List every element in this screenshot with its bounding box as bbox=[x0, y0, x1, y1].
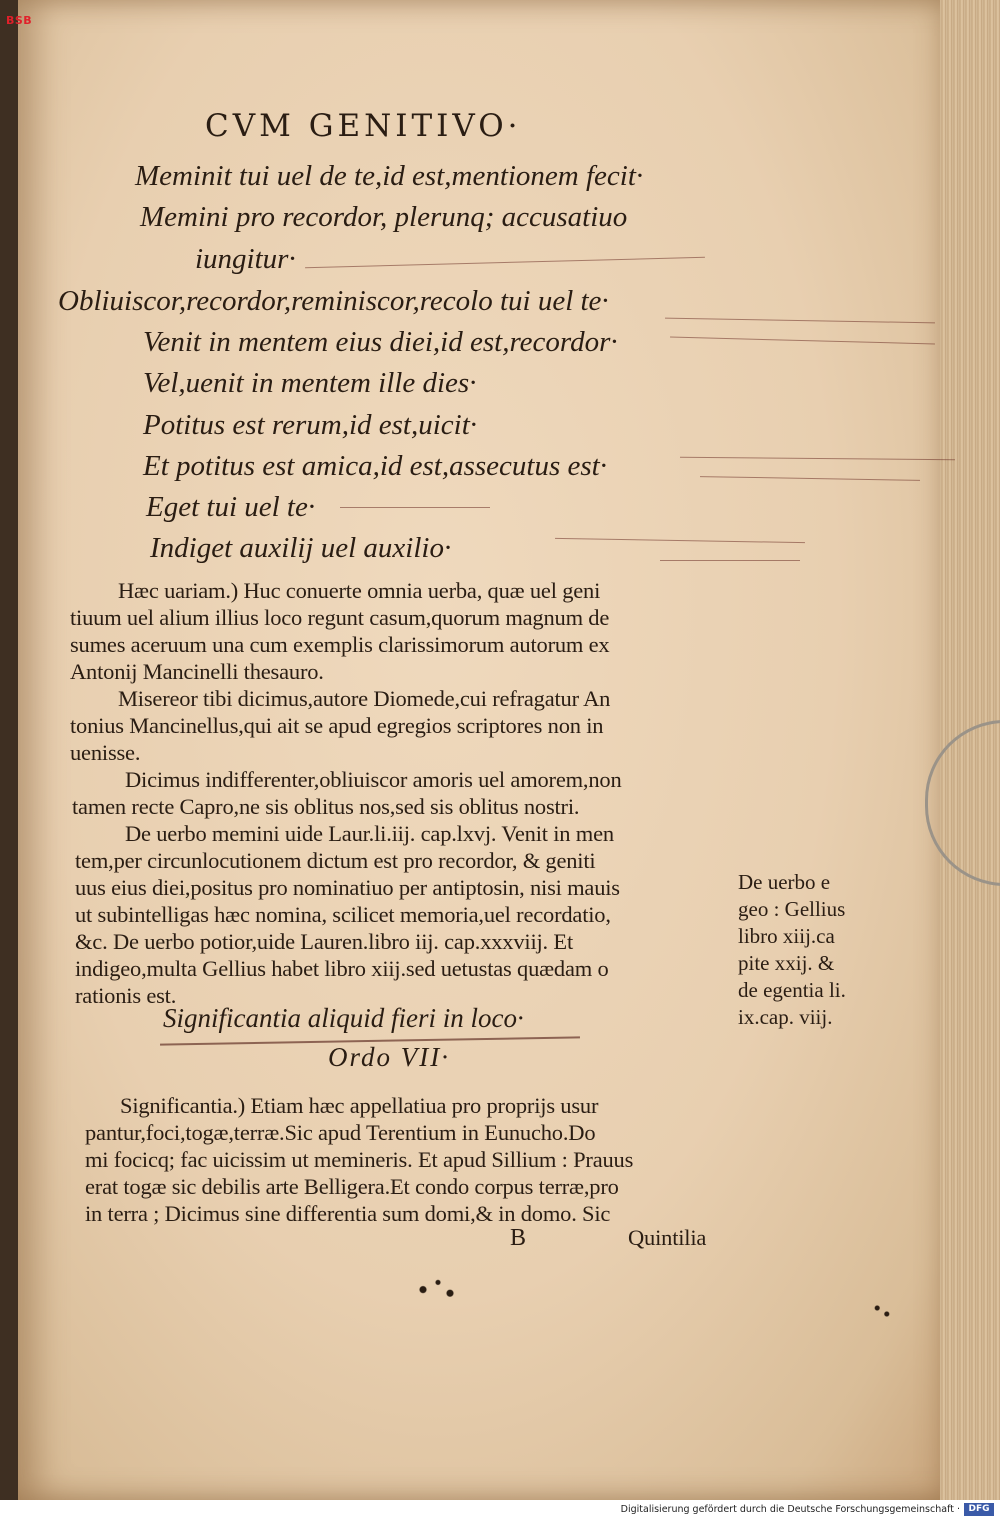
commentary-line: uenisse. bbox=[70, 740, 141, 765]
commentary-line: De uerbo memini uide Laur.li.iij. cap.lxvj. Venit in men bbox=[125, 821, 614, 846]
verse-line: Memini pro recordor, plerunq; accusatiuo bbox=[140, 201, 628, 233]
verse-line: Indiget auxilij uel auxilio· bbox=[150, 532, 452, 564]
signature-mark: B bbox=[510, 1225, 526, 1251]
side-note-line: De uerbo e bbox=[738, 870, 831, 894]
verse-line: Eget tui uel te· bbox=[146, 491, 316, 523]
verse-line: Vel,uenit in mentem ille dies· bbox=[143, 367, 477, 399]
side-note-line: de egentia li. bbox=[738, 978, 846, 1002]
side-note-line: pite xxij. & bbox=[738, 951, 835, 975]
section-line: in terra ; Dicimus sine differentia sum domi,& in domo. Sic bbox=[85, 1201, 611, 1226]
ink-blot bbox=[405, 1268, 465, 1304]
library-mark: BSB bbox=[6, 14, 33, 27]
verse-line: Potitus est rerum,id est,uicit· bbox=[143, 409, 478, 441]
footer-bar bbox=[0, 1500, 1000, 1520]
commentary-line: tamen recte Capro,ne sis oblitus nos,sed sis oblitus nostri. bbox=[72, 794, 580, 819]
section-line: pantur,foci,togæ,terræ.Sic apud Terentium in Eunucho.Do bbox=[85, 1120, 596, 1145]
commentary-line: rationis est. bbox=[75, 983, 177, 1008]
footer-credit: Digitalisierung gefördert durch die Deutsche Forschungsgemeinschaft · bbox=[620, 1504, 960, 1515]
verse-line: Venit in mentem eius diei,id est,recordor· bbox=[143, 326, 618, 358]
page-heading: CVM GENITIVO· bbox=[205, 108, 522, 144]
commentary-line: Hæc uariam.) Huc conuerte omnia uerba, quæ uel geni bbox=[118, 578, 601, 603]
commentary-line: ut subintelligas hæc nomina, scilicet memoria,uel recordatio, bbox=[75, 902, 611, 927]
commentary-line: tem,per circunlocutionem dictum est pro recordor, & geniti bbox=[75, 848, 596, 873]
commentary-line: tiuum uel alium illius loco regunt casum,quorum magnum de bbox=[70, 605, 610, 630]
ink-dots bbox=[870, 1300, 894, 1320]
side-note-line: libro xiij.ca bbox=[738, 924, 835, 948]
section-order: Ordo VII· bbox=[328, 1042, 450, 1072]
section-title: Significantia aliquid fieri in loco· bbox=[163, 1003, 524, 1033]
verse-line: Meminit tui uel de te,id est,mentionem fecit· bbox=[135, 160, 644, 192]
commentary-line: tonius Mancinellus,qui ait se apud egregios scriptores non in bbox=[70, 713, 604, 738]
section-line: Significantia.) Etiam hæc appellatiua pro proprijs usur bbox=[120, 1093, 599, 1118]
handwritten-annotation bbox=[660, 560, 800, 561]
dfg-logo: DFG bbox=[964, 1503, 994, 1516]
verse-line: iungitur· bbox=[195, 243, 296, 275]
commentary-line: indigeo,multa Gellius habet libro xiij.sed uetustas quædam o bbox=[75, 956, 609, 981]
side-note-line: geo : Gellius bbox=[738, 897, 846, 921]
commentary-line: &c. De uerbo potior,uide Lauren.libro iij. cap.xxxviij. Et bbox=[75, 929, 573, 954]
commentary-line: Dicimus indifferenter,obliuiscor amoris uel amorem,non bbox=[125, 767, 622, 792]
commentary-line: Misereor tibi dicimus,autore Diomede,cui refragatur An bbox=[118, 686, 611, 711]
commentary-line: Antonij Mancinelli thesauro. bbox=[70, 659, 324, 684]
commentary-line: sumes aceruum una cum exemplis clarissimorum autorum ex bbox=[70, 632, 610, 657]
verse-line: Obliuiscor,recordor,reminiscor,recolo tui uel te· bbox=[58, 285, 609, 317]
handwritten-annotation bbox=[340, 507, 490, 508]
section-line: mi focicq; fac uicissim ut memineris. Et apud Sillium : Prauus bbox=[85, 1147, 634, 1172]
commentary-line: uus eius diei,positus pro nominatiuo per antiptosin, nisi mauis bbox=[75, 875, 620, 900]
catchword: Quintilia bbox=[628, 1225, 707, 1250]
side-note-line: ix.cap. viij. bbox=[738, 1005, 833, 1029]
section-line: erat togæ sic debilis arte Belligera.Et condo corpus terræ,pro bbox=[85, 1174, 619, 1199]
verse-line: Et potitus est amica,id est,assecutus est· bbox=[143, 450, 607, 482]
